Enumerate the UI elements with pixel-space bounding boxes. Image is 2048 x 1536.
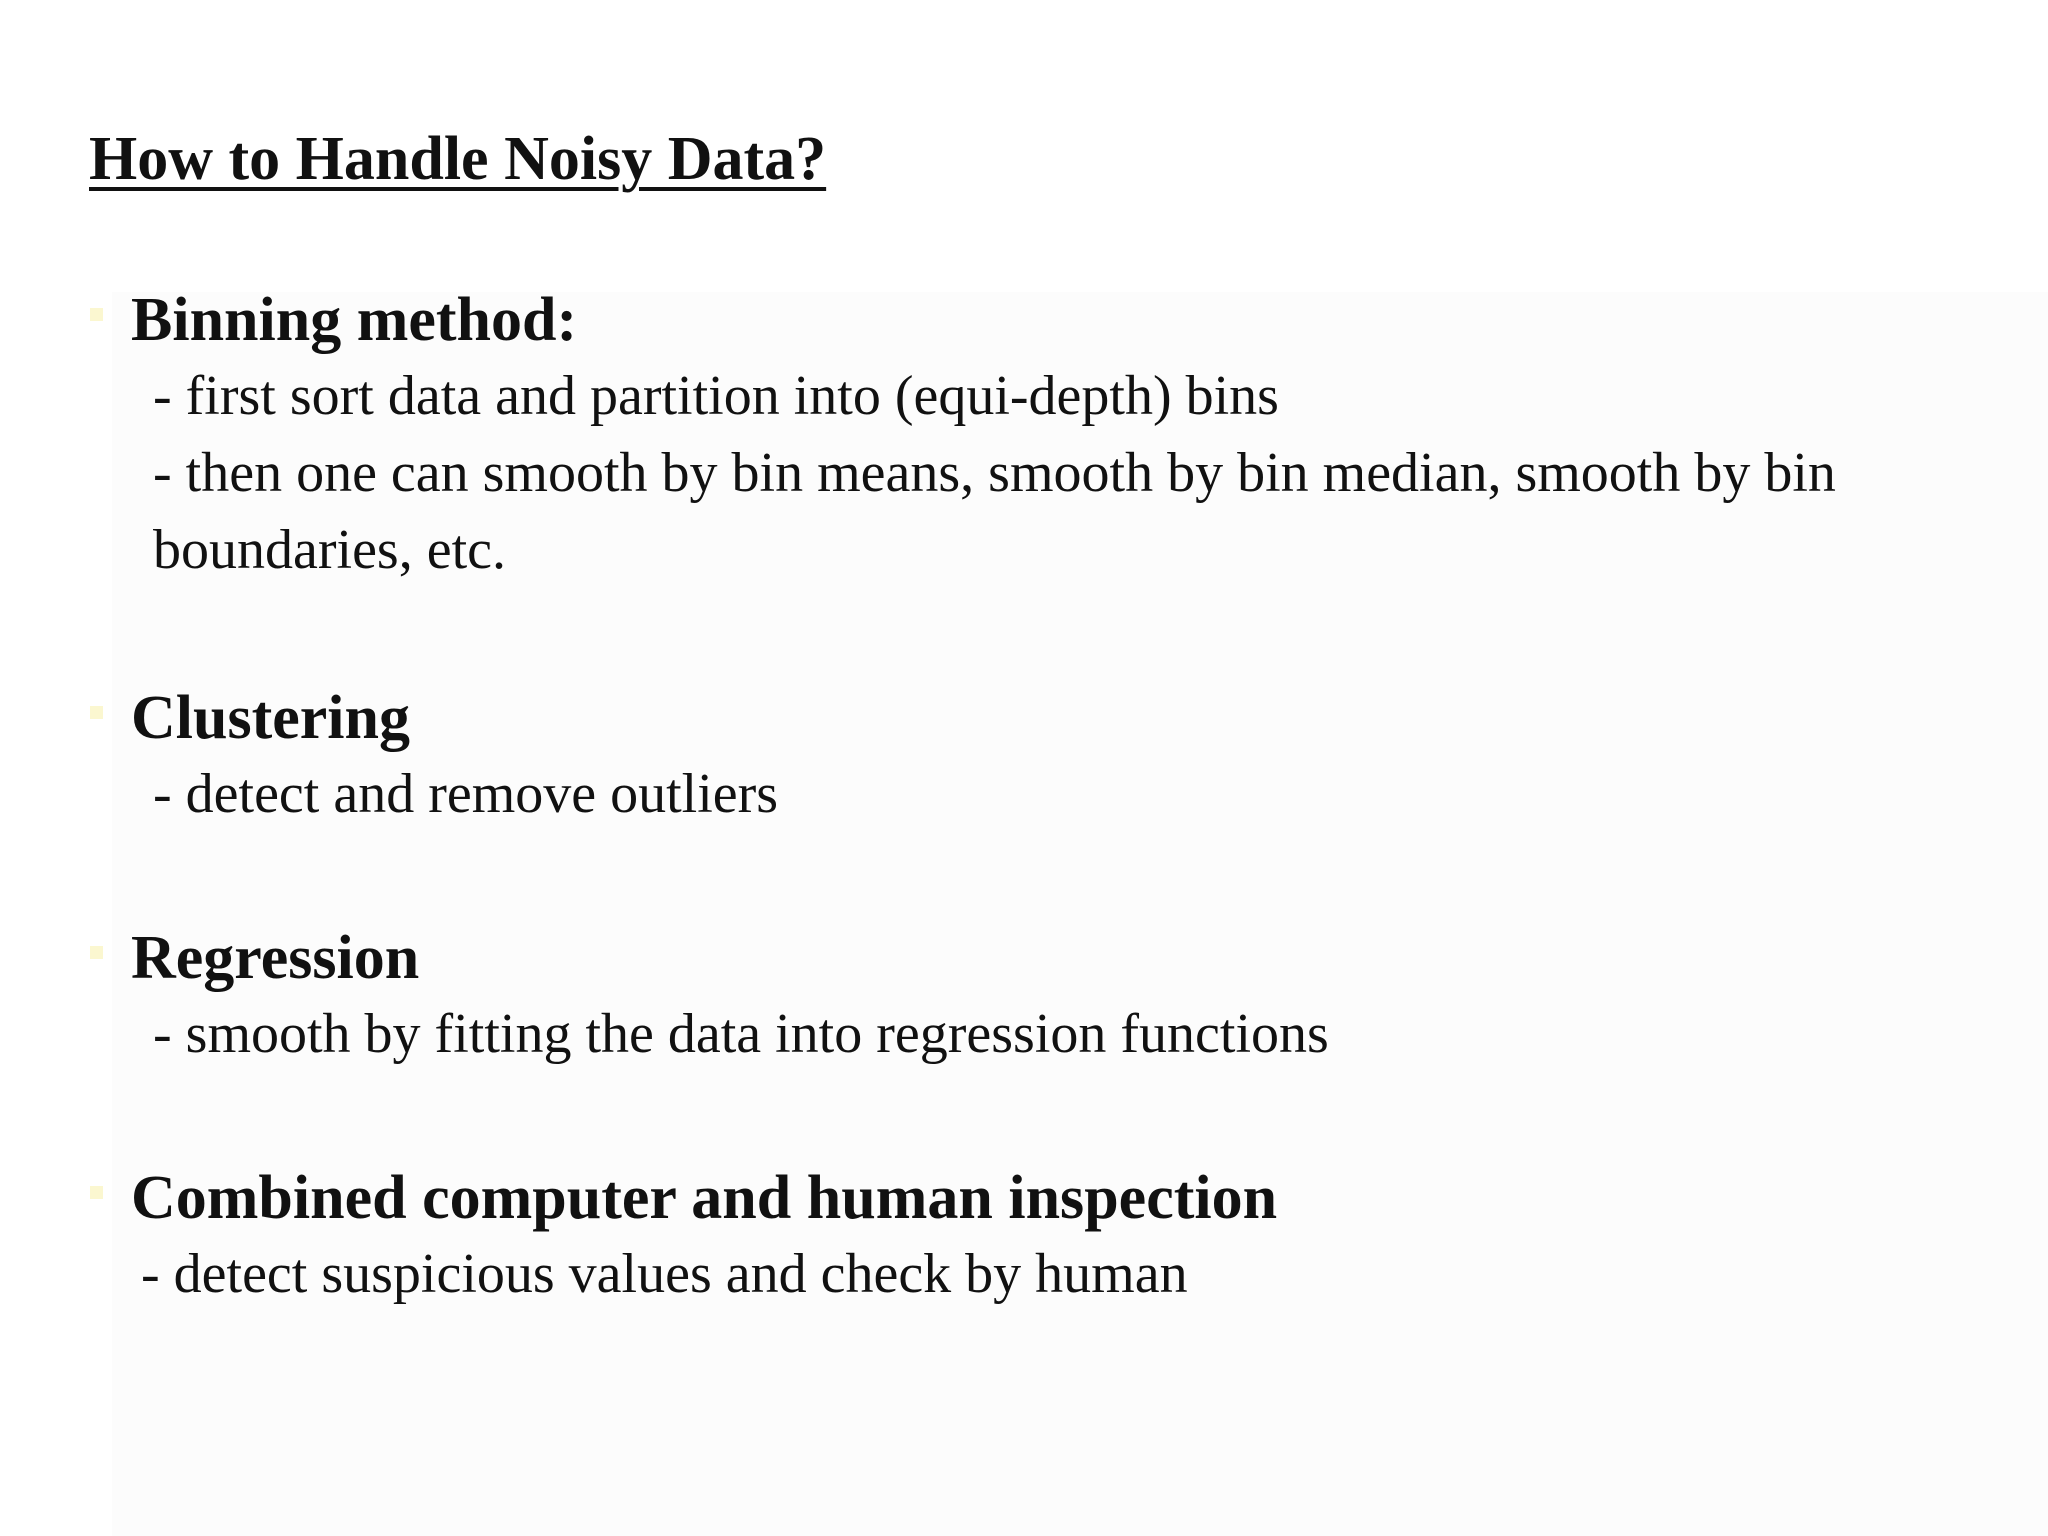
- section-regression: [90, 920, 1329, 1073]
- bullet-marker: [90, 946, 103, 959]
- bullet-marker: [90, 1186, 103, 1199]
- section-detail: - detect and remove outliers: [153, 763, 779, 825]
- bullet-marker: [90, 308, 103, 321]
- section-binning-method: [90, 282, 2048, 589]
- section-detail: - smooth by fitting the data into regression functions: [153, 1003, 1329, 1065]
- section-heading-row: [90, 1160, 1277, 1236]
- section-detail: - first sort data and partition into (equi-depth) bins: [153, 365, 1279, 427]
- section-heading-row: [90, 920, 1329, 996]
- section-detail: - then one can smooth by bin means, smooth by bin median, smooth by bin boundaries, etc.: [153, 442, 1836, 581]
- section-heading-row: [90, 680, 778, 756]
- section-combined-inspection: [90, 1160, 1277, 1313]
- section-heading-row: [90, 282, 2048, 358]
- section-clustering: [90, 680, 778, 833]
- section-heading: Combined computer and human inspection: [131, 1164, 1278, 1232]
- slide-title: How to Handle Noisy Data?: [89, 125, 827, 193]
- section-heading: Clustering: [131, 684, 410, 752]
- section-heading: Regression: [131, 924, 420, 992]
- section-heading: Binning method:: [131, 286, 578, 354]
- section-detail: - detect suspicious values and check by human: [141, 1243, 1188, 1305]
- bullet-marker: [90, 706, 103, 719]
